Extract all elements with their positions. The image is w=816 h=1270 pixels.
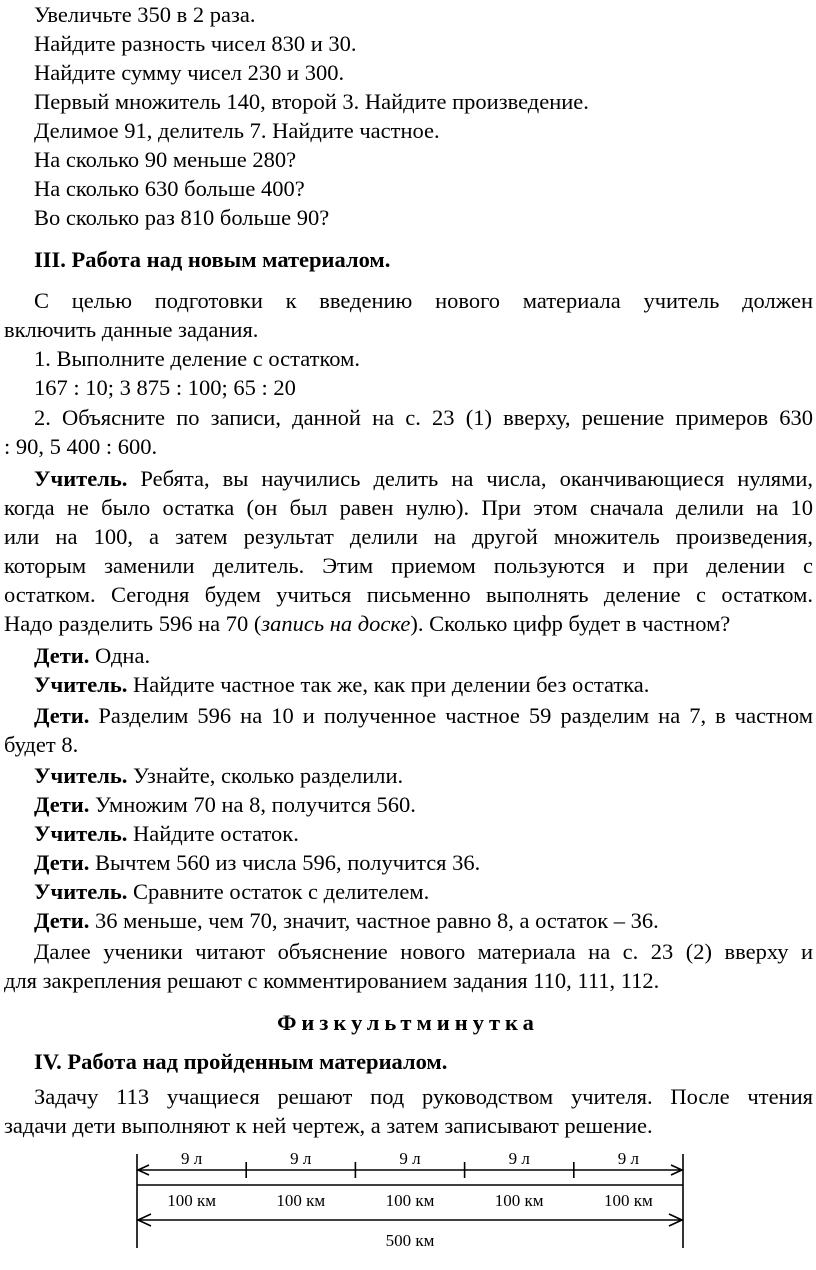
intro-line: Во сколько раз 810 больше 90?	[34, 205, 330, 230]
dialog-text: Вычтем 560 из числа 596, получится 36.	[95, 850, 481, 875]
paragraph-line: которым заменили делитель. Этим приемом пользуются и при делении с	[4, 553, 813, 578]
total-label: 500 км	[385, 1231, 435, 1250]
dialog-line	[34, 877, 429, 906]
intro-line: На сколько 630 больше 400?	[34, 176, 305, 201]
dialog-text: Найдите частное так же, как при делении без остатка.	[132, 672, 650, 697]
teacher-label: Учитель.	[34, 763, 128, 788]
dialog-text: Ребята, вы научились делить на числа, оканчивающиеся нулями,	[140, 466, 813, 491]
dialog-text: Одна.	[95, 643, 151, 668]
children-label: Дети.	[34, 643, 90, 668]
dialog-line	[34, 790, 416, 819]
teacher-label: Учитель.	[34, 879, 128, 904]
paragraph-line: : 90, 5 400 : 600.	[4, 434, 158, 459]
dialog-line	[34, 761, 403, 790]
intro-line: Найдите сумму чисел 230 и 300.	[34, 60, 345, 85]
paragraph-line: для закрепления решают с комментированием задания 110, 111, 112.	[4, 968, 660, 993]
segment-top-label: 9 л	[508, 1149, 530, 1168]
dialog-text: Найдите остаток.	[132, 821, 299, 846]
children-label: Дети.	[34, 850, 90, 875]
children-label: Дети.	[34, 792, 90, 817]
dialog-line	[34, 819, 299, 848]
section-heading: IV. Работа над пройденным материалом.	[34, 1049, 448, 1074]
intro-line: Увеличьте 350 в 2 раза.	[34, 2, 256, 27]
teacher-label: Учитель.	[34, 821, 128, 846]
paragraph-line: С целью подготовки к введению нового материала учитель должен	[34, 288, 813, 313]
dialog-line	[34, 464, 813, 493]
paragraph-line: включить данные задания.	[4, 317, 259, 342]
children-label: Дети.	[34, 908, 90, 933]
teacher-label: Учитель.	[34, 672, 128, 697]
teacher-label: Учитель.	[34, 466, 128, 491]
intro-line: Делимое 91, делитель 7. Найдите частное.	[34, 118, 440, 143]
segment-top-label: 9 л	[617, 1149, 640, 1168]
paragraph-line: или на 100, а затем результат делили на другой множитель произведения,	[4, 524, 813, 549]
dialog-line	[34, 670, 649, 699]
task-examples: 167 : 10; 3 875 : 100; 65 : 20	[34, 375, 296, 400]
section-heading: III. Работа над новым материалом.	[34, 247, 391, 272]
dialog-text: 36 меньше, чем 70, значит, частное равно 8, а остаток – 36.	[95, 908, 659, 933]
intro-line: Первый множитель 140, второй 3. Найдите произведение.	[34, 89, 589, 114]
segment-top-label: 9 л	[399, 1149, 421, 1168]
text-part: ). Сколько цифр будет в частном?	[410, 611, 731, 636]
dialog-text: Разделим 596 на 10 и полученное частное 59 разделим на 7, в частном	[98, 703, 813, 728]
segment-top-label: 9 л	[180, 1149, 203, 1168]
dialog-text: Узнайте, сколько разделили.	[132, 763, 404, 788]
paragraph-line: Задачу 113 учащиеся решают под руководством учителя. После чтения	[34, 1084, 813, 1109]
dialog-line	[34, 906, 659, 935]
break-heading: Физкультминутка	[277, 1010, 539, 1035]
paragraph-line: когда не было остатка (он был равен нулю). При этом сначала делили на 10	[4, 495, 813, 520]
segment-bottom-label: 100 км	[385, 1191, 435, 1210]
segment-bottom-label: 100 км	[276, 1191, 326, 1210]
dialog-line	[34, 848, 480, 877]
dialog-text: Умножим 70 на 8, получится 560.	[95, 792, 416, 817]
intro-line: Найдите разность чисел 830 и 30.	[34, 31, 357, 56]
segment-diagram	[0, 1148, 816, 1266]
task-title: 1. Выполните деление с остатком.	[34, 346, 360, 371]
segment-top-label: 9 л	[290, 1149, 312, 1168]
dialog-line	[34, 641, 150, 670]
paragraph-line	[4, 609, 813, 638]
italic-note: запись на доске	[261, 611, 411, 636]
segment-bottom-label: 100 км	[604, 1191, 653, 1210]
paragraph-line: 2. Объясните по записи, данной на с. 23 (1) вверху, решение примеров 630	[34, 405, 813, 430]
text-part: Надо разделить 596 на 70 (	[4, 611, 262, 636]
dialog-text: Сравните остаток с делителем.	[132, 879, 430, 904]
children-label: Дети.	[34, 703, 90, 728]
segment-bottom-label: 100 км	[167, 1191, 216, 1210]
paragraph-line: Далее ученики читают объяснение нового материала на с. 23 (2) вверху и	[34, 939, 813, 964]
paragraph-line: будет 8.	[4, 732, 79, 757]
segment-bottom-label: 100 км	[494, 1191, 544, 1210]
paragraph-line: остатком. Сегодня будем учиться письменно выполнять деление с остатком.	[4, 582, 813, 607]
intro-line: На сколько 90 меньше 280?	[34, 147, 297, 172]
dialog-line	[34, 701, 813, 730]
paragraph-line: задачи дети выполняют к ней чертеж, а затем записывают решение.	[4, 1113, 653, 1138]
